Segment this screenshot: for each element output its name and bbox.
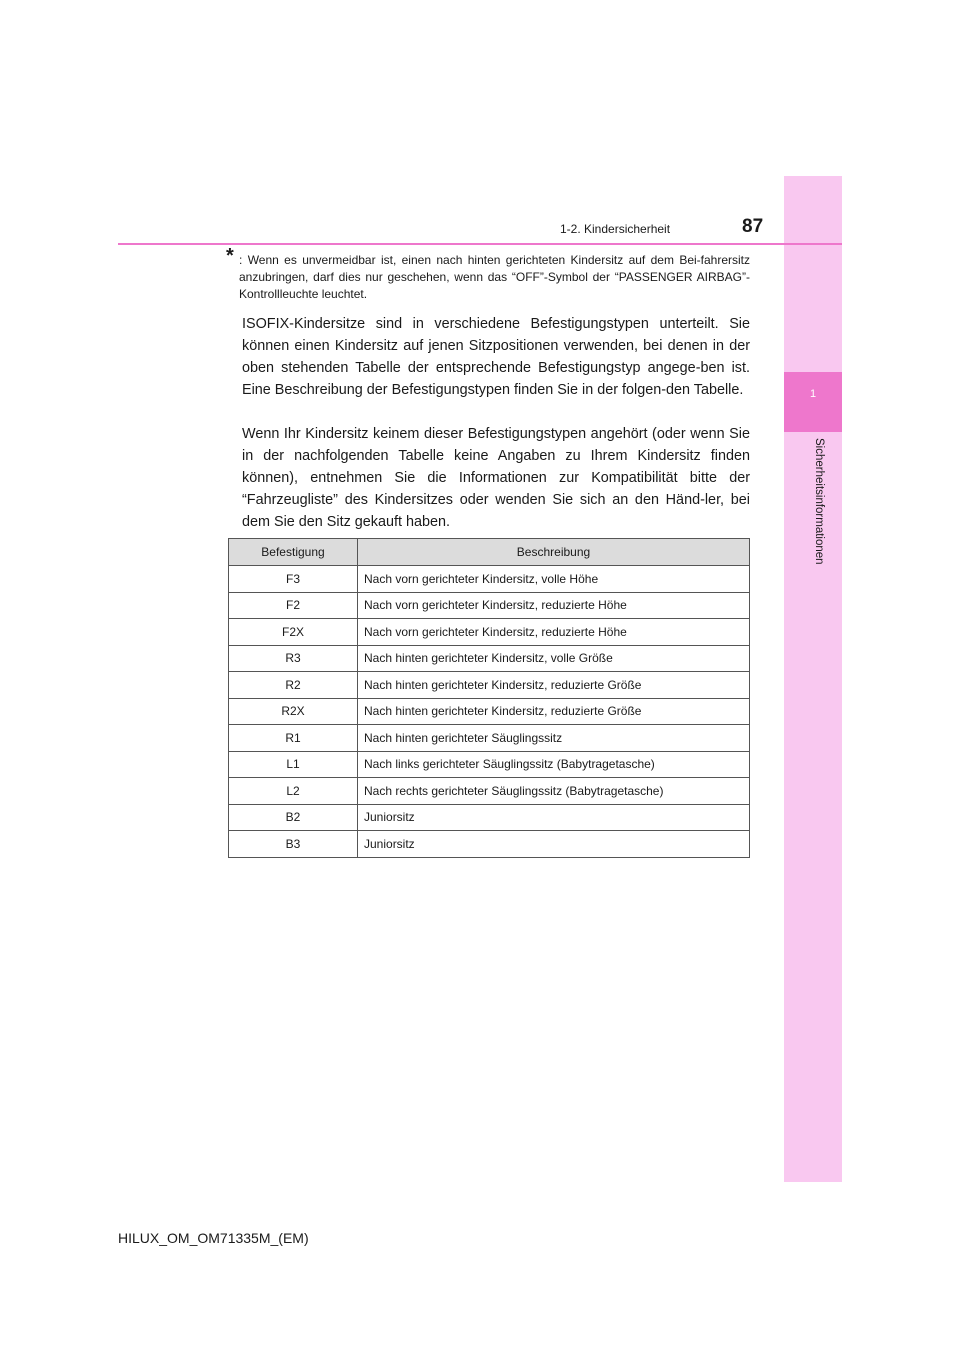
fixture-types-table <box>228 538 750 858</box>
document-code: HILUX_OM_OM71335M_(EM) <box>118 1230 309 1246</box>
body-paragraph-compatibility: Wenn Ihr Kindersitz keinem dieser Befestigungstypen angehört (oder wenn Sie in der nachfolgenden Tabelle keine Angaben zu Ihrem Kindersitz finden können), entnehmen Sie die Informationen zur Kompatibilität bitte der “Fahrzeugliste” des Kindersitzes oder wenden Sie sich an den Händ-ler, bei dem Sie den Sitz gekauft haben. <box>242 426 750 530</box>
column-header-description: Beschreibung <box>358 539 750 566</box>
fixture-code-cell: L2 <box>229 778 358 805</box>
table-row <box>229 645 750 672</box>
fixture-code-cell: B2 <box>229 804 358 831</box>
fixture-code-cell: B3 <box>229 831 358 858</box>
table-row <box>229 672 750 699</box>
chapter-number: 1 <box>809 388 817 400</box>
fixture-description-cell: Nach vorn gerichteter Kindersitz, reduzierte Höhe <box>358 592 750 619</box>
fixture-description-cell: Nach rechts gerichteter Säuglingssitz (Babytragetasche) <box>358 778 750 805</box>
table-row <box>229 751 750 778</box>
chapter-title: Sicherheitsinformationen <box>813 438 825 565</box>
table-row <box>229 831 750 858</box>
table-row <box>229 804 750 831</box>
fixture-description-cell: Juniorsitz <box>358 804 750 831</box>
footnote-text: : Wenn es unvermeidbar ist, einen nach hinten gerichteten Kindersitz auf dem Bei-fahrersitz anzubringen, darf dies nur geschehen, wenn das “OFF”-Symbol der “PASSENGER AIRBAG”-Kontrollleuchte leuchtet. <box>239 253 750 301</box>
table-row <box>229 698 750 725</box>
fixture-code-cell: L1 <box>229 751 358 778</box>
footnote-asterisk: * <box>226 245 234 267</box>
fixture-code-cell: F2 <box>229 592 358 619</box>
fixture-description-cell: Nach links gerichteter Säuglingssitz (Babytragetasche) <box>358 751 750 778</box>
column-header-fixture: Befestigung <box>229 539 358 566</box>
fixture-code-cell: F2X <box>229 619 358 646</box>
page-number: 87 <box>742 216 764 237</box>
table-row <box>229 619 750 646</box>
table-row <box>229 566 750 593</box>
table-row <box>229 778 750 805</box>
fixture-description-cell: Nach vorn gerichteter Kindersitz, reduzierte Höhe <box>358 619 750 646</box>
chapter-tab-marker[interactable] <box>784 372 842 432</box>
fixture-description-cell: Nach hinten gerichteter Kindersitz, volle Größe <box>358 645 750 672</box>
fixture-code-cell: F3 <box>229 566 358 593</box>
table-body <box>229 566 750 858</box>
fixture-description-cell: Nach hinten gerichteter Kindersitz, reduzierte Größe <box>358 698 750 725</box>
table-row <box>229 592 750 619</box>
fixture-code-cell: R3 <box>229 645 358 672</box>
section-title: 1-2. Kindersicherheit <box>560 222 671 236</box>
fixture-description-cell: Nach vorn gerichteter Kindersitz, volle Höhe <box>358 566 750 593</box>
fixture-code-cell: R1 <box>229 725 358 752</box>
fixture-description-cell: Nach hinten gerichteter Säuglingssitz <box>358 725 750 752</box>
fixture-description-cell: Nach hinten gerichteter Kindersitz, reduzierte Größe <box>358 672 750 699</box>
fixture-code-cell: R2 <box>229 672 358 699</box>
fixture-description-cell: Juniorsitz <box>358 831 750 858</box>
fixture-code-cell: R2X <box>229 698 358 725</box>
footnote <box>226 245 750 303</box>
table-header-row <box>229 539 750 566</box>
chapter-side-tab <box>784 176 842 1182</box>
table-row <box>229 725 750 752</box>
body-paragraph-isofix: ISOFIX-Kindersitze sind in verschiedene Befestigungstypen unterteilt. Sie können einen Kindersitz auf jenen Sitzpositionen verwenden, bei denen in der oben stehenden Tabelle der entsprechende Befestigungstyp angege-ben ist. Eine Beschreibung der Befestigungstypen finden Sie in der folgen-den Tabelle. <box>242 316 750 398</box>
